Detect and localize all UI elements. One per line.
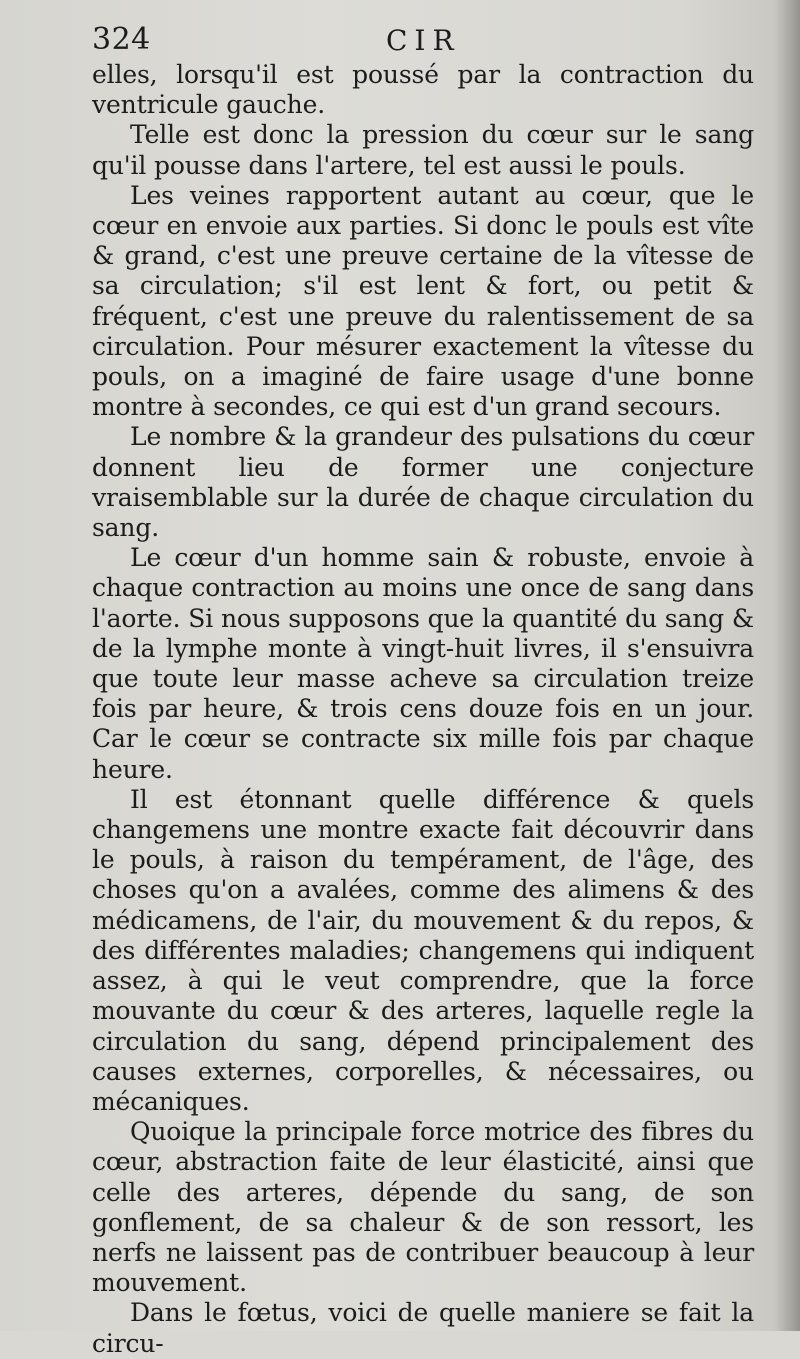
page-number: 324 (92, 22, 151, 57)
paragraph: Les veines rapportent autant au cœur, que le cœur en envoie aux parties. Si donc le pouls est vîte & grand, c'est une preuve certaine de la vîtesse de sa circulation; s'il est lent & fort, ou petit & fréquent, c'est une preuve du ralentissement de sa circulation. Pour mésurer exactement la vîtesse du pouls, on a imaginé de faire usage d'une bonne montre à secondes, ce qui est d'un grand secours. (92, 180, 754, 422)
paragraph: elles, lorsqu'il est poussé par la contraction du ventricule gauche. (92, 60, 754, 120)
paragraph: Le cœur d'un homme sain & robuste, envoie à chaque contraction au moins une once de sang dans l'aorte. Si nous supposons que la quantité du sang & de la lymphe monte à vingt-huit livres, il s'ensuivra que toute leur masse acheve sa circulation treize fois par heure, & trois cens douze fois en un jour. Car le cœur se contracte six mille fois par chaque heure. (92, 543, 754, 784)
paragraph: Le nombre & la grandeur des pulsations du cœur donnent lieu de former une conjecture vraisemblable sur la durée de chaque circulation du sang. (92, 422, 754, 543)
paragraph: Quoique la principale force motrice des fibres du cœur, abstraction faite de leur élasticité, ainsi que celle des arteres, dépende du sang, de son gonflement, de sa chaleur & de son ressort, les nerfs ne laissent pas de contribuer beaucoup à leur mouvement. (92, 1117, 754, 1298)
paragraph: Dans le fœtus, voici de quelle maniere se fait la circu- (92, 1298, 754, 1358)
page-edge-shadow (774, 0, 800, 1331)
paragraph: Telle est donc la pression du cœur sur le sang qu'il pousse dans l'artere, tel est aussi le pouls. (92, 120, 754, 180)
body-text (92, 60, 754, 1359)
running-head: CIR (386, 24, 461, 57)
paragraph: Il est étonnant quelle différence & quels changemens une montre exacte fait découvrir dans le pouls, à raison du tempérament, de l'âge, des choses qu'on a avalées, comme des alimens & des médicamens, de l'air, du mouvement & du repos, & des différentes maladies; changemens qui indiquent assez, à qui le veut comprendre, que la force mouvante du cœur & des arteres, laquelle regle la circulation du sang, dépend principalement des causes externes, corporelles, & nécessaires, ou mécaniques. (92, 784, 754, 1116)
